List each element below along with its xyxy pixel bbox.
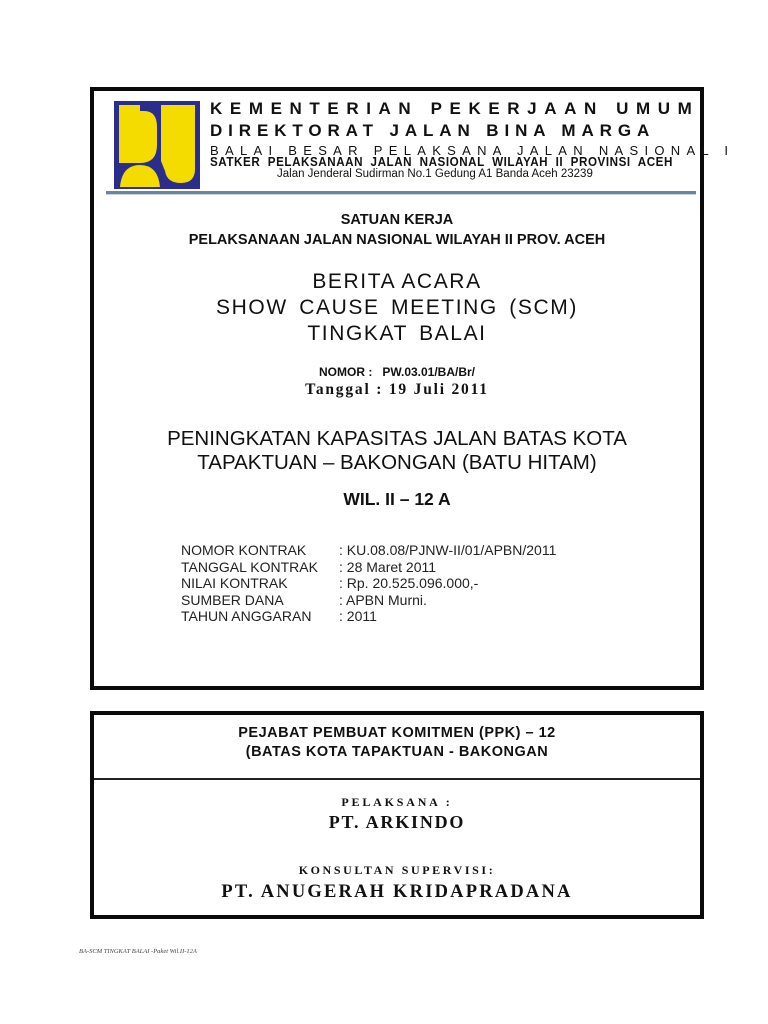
doc-title-3: TINGKAT BALAI [307,322,487,345]
parties-divider [94,778,700,780]
pu-logo-icon [114,101,200,189]
page-footer: BA-SCM TINGKAT BALAI -Paket Wil.II-12A [79,948,197,955]
doc-number-value: PW.03.01/BA/Br/ [382,365,476,379]
contract-label: SUMBER DANA [181,591,284,608]
satker-name: SATKER PELAKSANAAN JALAN NASIONAL WILAYAH II PROVINSI ACEH [210,155,673,169]
address: Jalan Jenderal Sudirman No.1 Gedung A1 Banda Aceh 23239 [277,168,593,180]
doc-number [94,365,700,379]
contract-value: : 28 Maret 2011 [339,558,437,575]
doc-date: Tanggal : 19 Juli 2011 [305,381,489,398]
project-title-2: TAPAKTUAN – BAKONGAN (BATU HITAM) [197,451,597,474]
contract-label: NILAI KONTRAK [181,575,288,591]
contract-details [181,542,556,625]
consultant-name: PT. ANUGERAH KRIDAPRADANA [221,882,573,902]
directorate-name: DIREKTORAT JALAN BINA MARGA [210,121,656,140]
contractor-name: PT. ARKINDO [328,812,466,832]
contract-label: TANGGAL KONTRAK [181,558,318,575]
contract-value: : APBN Murni. [339,591,427,608]
project-package: WIL. II – 12 A [343,489,451,509]
project-title-1: PENINGKATAN KAPASITAS JALAN BATAS KOTA [167,427,627,450]
contract-label: NOMOR KONTRAK [181,542,307,558]
ppk-subtitle: (BATAS KOTA TAPAKTUAN - BAKONGAN [245,744,549,760]
contractor-label: PELAKSANA : [341,795,453,809]
ministry-name: KEMENTERIAN PEKERJAAN UMUM [210,99,700,118]
contract-row [181,575,556,592]
consultant-label: KONSULTAN SUPERVISI: [298,863,496,877]
contract-value: : 2011 [339,608,377,624]
unit-name: PELAKSANAAN JALAN NASIONAL WILAYAH II PROV. ACEH [188,232,606,248]
doc-title-1: BERITA ACARA [312,270,482,293]
contract-row [181,542,556,559]
balai-name: BALAI BESAR PELAKSANA JALAN NASIONAL I [210,143,735,158]
contract-row [181,592,556,609]
contract-label: TAHUN ANGGARAN [181,608,312,624]
doc-number-label: NOMOR : [318,365,373,379]
contract-value: : Rp. 20.525.096.000,- [339,575,479,591]
unit-title: SATUAN KERJA [340,212,454,228]
doc-title-2: SHOW CAUSE MEETING (SCM) [216,296,578,319]
contract-row [181,559,556,576]
ppk-title: PEJABAT PEMBUAT KOMITMEN (PPK) – 12 [238,725,556,741]
contract-row [181,608,556,625]
header-rule [106,191,696,195]
contract-value: : KU.08.08/PJNW-II/01/APBN/2011 [339,542,557,558]
